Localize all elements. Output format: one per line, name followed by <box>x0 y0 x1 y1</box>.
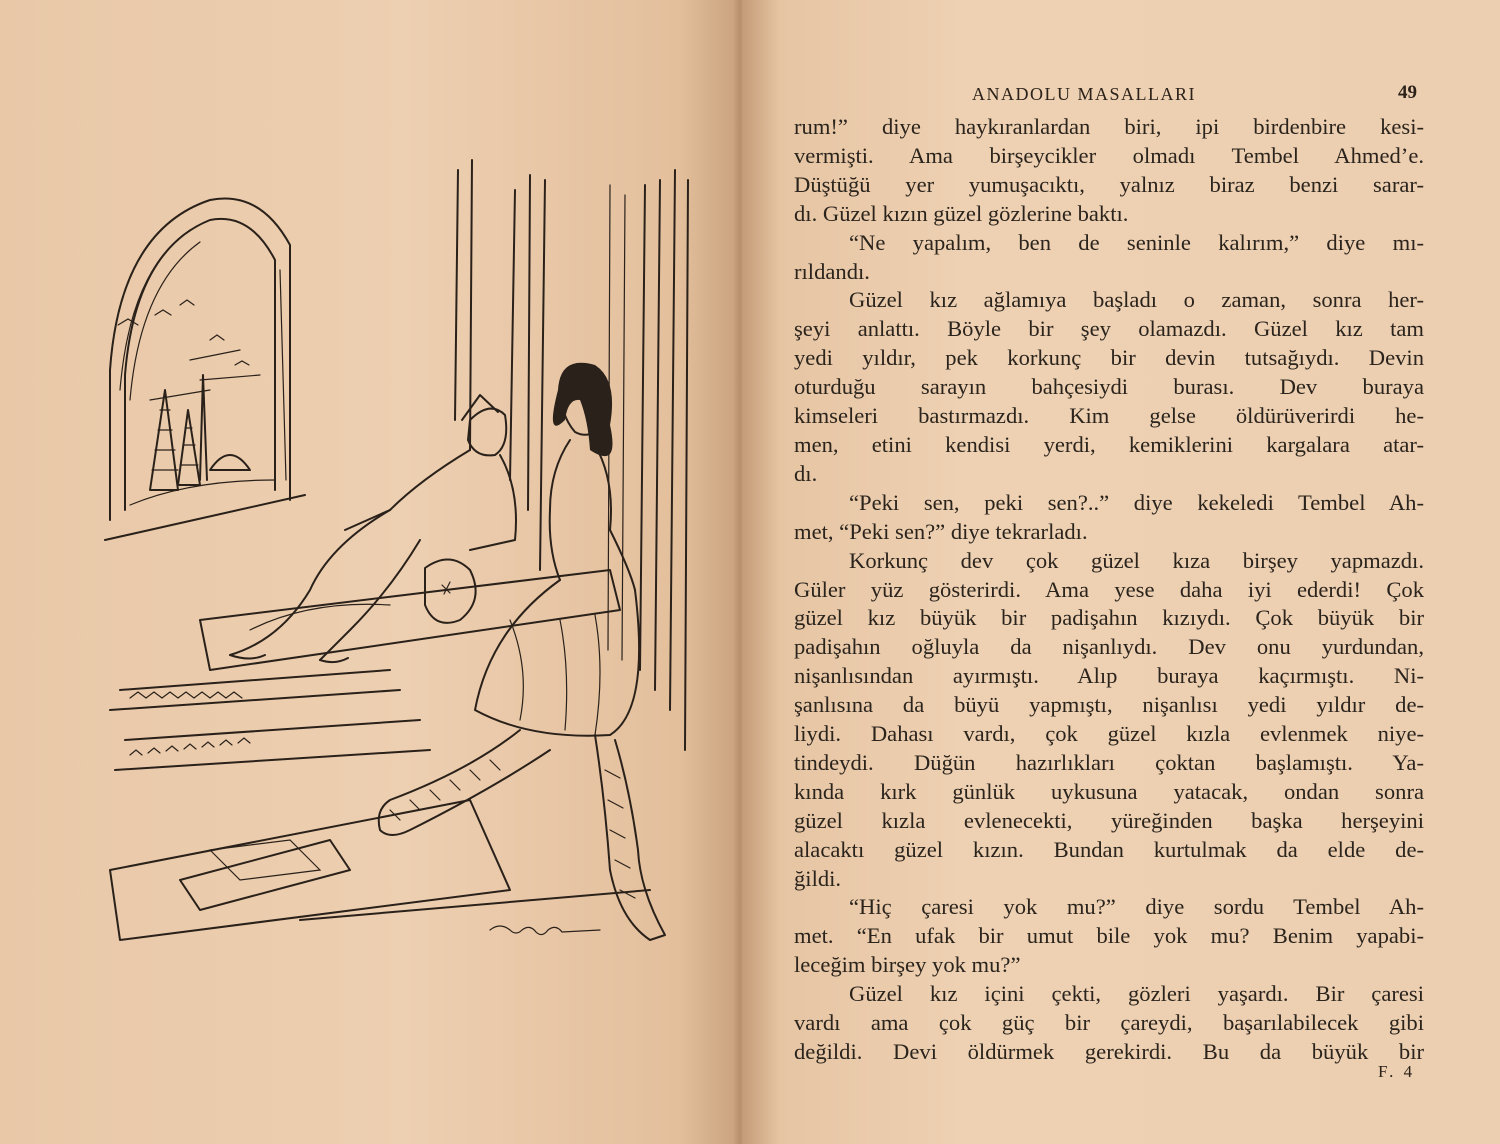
text-line: nişanlısından ayırmıştı. Alıp buraya kaçırmıştı. Ni- <box>794 663 1424 689</box>
text-line: değildi. Devi öldürmek gerekirdi. Bu da büyük bir <box>794 1039 1424 1064</box>
text-line: met, “Peki sen?” diye tekrarladı. <box>794 518 1088 544</box>
text-line: tindeydi. Düğün hazırlıkları çoktan başlamıştı. Ya- <box>794 749 1424 775</box>
text-line: leceğim birşey yok mu?” <box>794 952 1021 978</box>
text-line: Güzel kız içini çekti, gözleri yaşardı. Bir çaresi <box>849 981 1424 1007</box>
text-line: Güzel kız ağlamıya başladı o zaman, sonra her- <box>849 287 1424 313</box>
text-line: liydi. Dahası vardı, çok güzel kızla evlenmek niye- <box>794 721 1424 747</box>
text-line: kimseleri bastırmazdı. Kim gelse öldürüverirdi he- <box>794 403 1424 429</box>
text-line: yedi yıldır, pek korkunç bir devin tutsağıydı. Devin <box>794 345 1424 371</box>
text-line: vermişti. Ama birşeycikler olmadı Tembel Ahmed’e. <box>794 142 1424 168</box>
text-line: dı. Güzel kızın güzel gözlerine baktı. <box>794 200 1129 226</box>
text-line: Düştüğü yer yumuşacıktı, yalnız biraz benzi sarar- <box>794 171 1424 197</box>
text-line: Güler yüz gösterirdi. Ama yese daha iyi ederdi! Çok <box>794 576 1424 602</box>
text-line: “Hiç çaresi yok mu?” diye sordu Tembel Ah- <box>849 894 1424 920</box>
text-line: padişahın oğluyla da nişanlıydı. Dev onu yurdundan, <box>794 634 1424 660</box>
text-line: güzel kızla evlenecekti, yüreğinden başka herşeyini <box>794 807 1424 833</box>
text-line: met. “En ufak bir umut bile yok mu? Benim yapabi- <box>794 923 1424 949</box>
text-line: güzel kız büyük bir padişahın kızıydı. Çok büyük bir <box>794 605 1424 631</box>
signature-mark: F. 4 <box>1378 1062 1416 1081</box>
running-head: ANADOLU MASALLARI <box>972 84 1196 104</box>
text-line: şanlısına da büyü yapmıştı, nişanlısı yedi yıldır de- <box>794 692 1424 718</box>
page-number: 49 <box>1398 82 1417 103</box>
text-line: men, etini kendisi yerdi, kemiklerini kargalara atar- <box>794 431 1424 457</box>
text-line: ğildi. <box>794 865 842 891</box>
text-line: vardı ama çok güç bir çareydi, başarılabilecek gibi <box>794 1010 1424 1036</box>
text-line: “Peki sen, peki sen?..” diye kekeledi Tembel Ah- <box>849 489 1424 515</box>
text-line: Korkunç dev çok güzel kıza birşey yapmazdı. <box>849 547 1424 573</box>
text-line: dı. <box>794 460 818 486</box>
text-line: rıldandı. <box>794 258 870 284</box>
left-page <box>0 0 738 1144</box>
text-line: “Ne yapalım, ben de seninle kalırım,” diye mı- <box>849 229 1424 255</box>
text-line: rum!” diye haykıranlardan biri, ipi birdenbire kesi- <box>794 114 1424 139</box>
text-line: alacaktı güzel kızın. Bundan kurtulmak da elde de- <box>794 836 1424 862</box>
body-text <box>794 113 1424 1067</box>
text-line: oturduğu sarayın bahçesiydi burası. Dev buraya <box>794 374 1424 400</box>
illustration-drawing <box>90 150 710 970</box>
text-line: şeyi anlattı. Böyle bir şey olamazdı. Güzel kız tam <box>794 316 1424 342</box>
text-line: kında kırk günlük uykusuna yatacak, ondan sonra <box>794 778 1424 804</box>
story-illustration <box>90 150 710 970</box>
